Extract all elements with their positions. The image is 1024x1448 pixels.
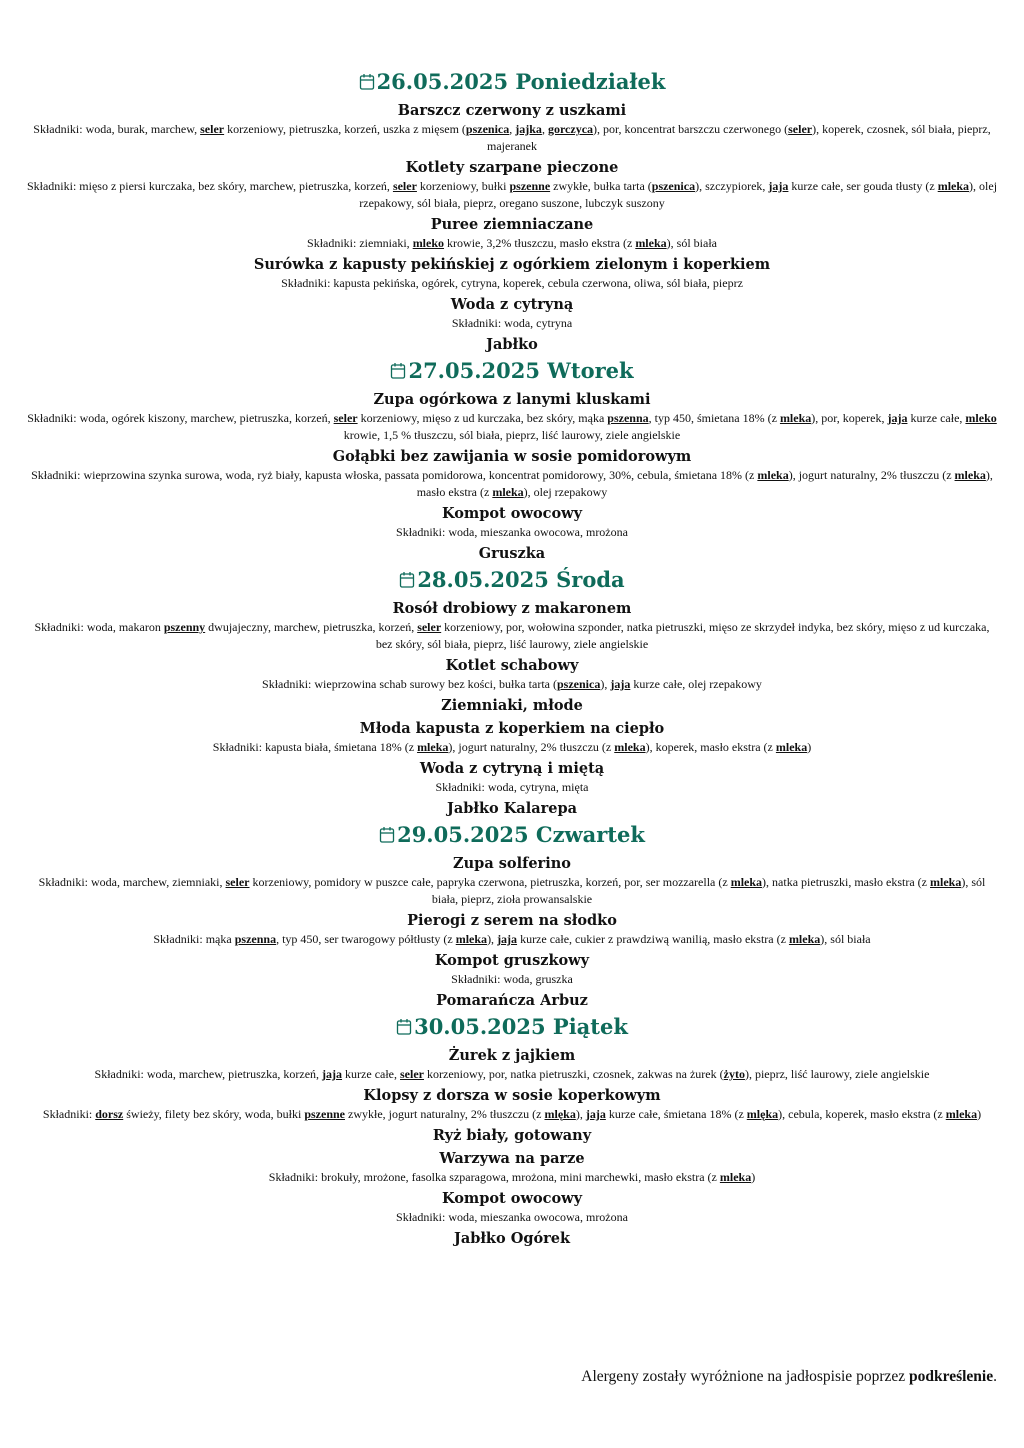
dish-name: Gruszka <box>478 545 546 562</box>
day-title <box>0 564 1024 596</box>
day-section <box>0 564 1024 819</box>
dish-name: Kompot owocowy <box>441 505 583 522</box>
dish <box>26 599 998 653</box>
allergen-note <box>581 1368 997 1386</box>
ingredients-label: Składniki: <box>212 740 266 754</box>
ingredients-label: Składniki: <box>451 972 504 986</box>
allergen: seler <box>225 875 250 889</box>
dish <box>26 335 998 355</box>
allergen: jaja <box>887 411 908 425</box>
allergen: mleka <box>635 236 667 250</box>
ingredients-label: Składniki: <box>153 932 206 946</box>
allergen: mleka <box>455 932 488 946</box>
day-section <box>0 1011 1024 1249</box>
allergen: mleka <box>719 1170 752 1184</box>
dish <box>26 1086 998 1123</box>
allergen: gorczyca <box>547 122 594 136</box>
dish <box>26 991 998 1011</box>
day-title <box>0 66 1024 98</box>
ingredients-label: Składniki: <box>27 411 80 425</box>
dish-ingredients: Składniki: woda, ogórek kiszony, marchew, pietruszka, korzeń, seler korzeniowy, mięso z ud kurczaka, bez skóry, mąka pszenna, typ 450, śmietana 18% (z mleka), por, koperek, jaja kurze całe, mleko krowie, 1,5 % tłuszczu, sól biała, pieprz, liść laurowy, ziele angielskie <box>27 411 997 442</box>
allergen: pszenna <box>607 411 649 425</box>
ingredients-label: Składniki: <box>396 525 449 539</box>
dish <box>26 1046 998 1083</box>
allergen: seler <box>400 1067 424 1081</box>
ingredients-label: Składniki: <box>451 316 505 330</box>
allergen-note-end: . <box>993 1368 997 1385</box>
dish-ingredients: Składniki: woda, makaron pszenny dwujajeczny, marchew, pietruszka, korzeń, seler korzeniowy, por, wołowina szponder, natka pietruszki, mięso ze skrzydeł indyka, bez skóry, mięso z ud kurczaka, bez skóry, sól biała, pieprz, liść laurowy, ziele angielskie <box>34 620 990 651</box>
dish <box>26 295 998 332</box>
dish-name: Ryż biały, gotowany <box>432 1127 592 1144</box>
dish-ingredients: Składniki: kapusta pekińska, ogórek, cytryna, koperek, cebula czerwona, oliwa, sól biała, pieprz <box>281 276 743 290</box>
dish-name: Warzywa na parze <box>439 1150 585 1167</box>
calendar-icon <box>390 362 406 380</box>
ingredients-label: Składniki: <box>34 620 87 634</box>
allergen: mleka <box>954 468 986 482</box>
allergen: jajka <box>515 122 542 136</box>
dish-ingredients: Składniki: woda, gruszka <box>451 972 573 986</box>
allergen: seler <box>417 620 442 634</box>
allergen: jaja <box>322 1067 343 1081</box>
ingredients-label: Składniki: <box>38 875 91 889</box>
dish-name: Zupa solferino <box>453 855 571 872</box>
dish <box>26 1229 998 1249</box>
allergen: mlęka <box>544 1107 576 1121</box>
dish <box>26 696 998 716</box>
dish <box>26 255 998 292</box>
dish-name: Zupa ogórkowa z lanymi kluskami <box>373 391 651 408</box>
dish-ingredients: Składniki: woda, burak, marchew, seler korzeniowy, pietruszka, korzeń, uszka z mięsem (pszenica, jajka, gorczyca), por, koncentrat barszczu czerwonego (seler), koperek, czosnek, sól biała, pieprz, majeranek <box>33 122 991 153</box>
allergen-note-emphasis: podkreślenie <box>909 1368 994 1385</box>
allergen: żyto <box>723 1067 745 1081</box>
allergen-note-text: Alergeny zostały wyróżnione na jadłospisie poprzez <box>581 1368 909 1385</box>
allergen: mlęka <box>746 1107 779 1121</box>
dish-ingredients: Składniki: brokuły, mrożone, fasolka szparagowa, mrożona, mini marchewki, masło ekstra (z mleka) <box>268 1170 756 1184</box>
dish <box>26 447 998 501</box>
dish-ingredients: Składniki: woda, mieszanka owocowa, mrożona <box>396 1210 628 1224</box>
dish-name: Jabłko <box>486 336 538 353</box>
dish-name: Woda z cytryną i miętą <box>419 760 605 777</box>
days-container <box>0 66 1024 1249</box>
allergen: mleka <box>788 932 821 946</box>
allergen: seler <box>200 122 225 136</box>
ingredients-label: Składniki: <box>31 468 84 482</box>
allergen: mleko <box>965 411 997 425</box>
allergen: mleka <box>775 740 808 754</box>
dish-ingredients: Składniki: kapusta biała, śmietana 18% (z mleka), jogurt naturalny, 2% tłuszczu (z mleka), koperek, masło ekstra (z mleka) <box>212 740 812 754</box>
dish-name: Gołąbki bez zawijania w sosie pomidorowym <box>332 448 692 465</box>
ingredients-label: Składniki: <box>26 179 80 193</box>
day-title <box>0 819 1024 851</box>
day-title <box>0 355 1024 387</box>
dish-name: Klopsy z dorsza w sosie koperkowym <box>363 1087 661 1104</box>
day-section <box>0 819 1024 1011</box>
dish <box>26 759 998 796</box>
allergen: mleka <box>937 179 970 193</box>
day-title-text: 28.05.2025 Środa <box>417 567 625 592</box>
day-title-text: 26.05.2025 Poniedziałek <box>376 69 666 94</box>
dish-name: Kotlet schabowy <box>445 657 579 674</box>
ingredients-label: Składniki: <box>396 1210 449 1224</box>
allergen: pszenne <box>509 179 551 193</box>
dish-name: Rosół drobiowy z makaronem <box>392 600 632 617</box>
dish-ingredients: Składniki: wieprzowina szynka surowa, woda, ryż biały, kapusta włoska, passata pomidorowa, koncentrat pomidorowy, 30%, cebula, śmietana 18% (z mleka), jogurt naturalny, 2% tłuszczu (z mleka), masło ekstra (z mleka), olej rzepakowy <box>31 468 993 499</box>
allergen: pszenica <box>556 677 601 691</box>
dish-name: Kotlety szarpane pieczone <box>405 159 619 176</box>
ingredients-label: Składniki: <box>435 780 488 794</box>
day-title <box>0 1011 1024 1043</box>
dish <box>26 656 998 693</box>
allergen: pszenica <box>465 122 510 136</box>
dish-name: Żurek z jajkiem <box>448 1047 576 1064</box>
ingredients-label: Składniki: <box>268 1170 322 1184</box>
ingredients-label: Składniki: <box>94 1067 147 1081</box>
calendar-icon <box>396 1018 412 1036</box>
day-section <box>0 66 1024 355</box>
dish-name: Woda z cytryną <box>450 296 574 313</box>
dish-name: Barszcz czerwony z uszkami <box>397 102 627 119</box>
allergen: jaja <box>610 677 631 691</box>
dish-name: Młoda kapusta z koperkiem na ciepło <box>359 720 665 737</box>
day-title-text: 27.05.2025 Wtorek <box>408 358 634 383</box>
day-section <box>0 355 1024 564</box>
ingredients-label: Składniki: <box>42 1107 96 1121</box>
dish <box>26 911 998 948</box>
ingredients-label: Składniki: <box>281 276 334 290</box>
ingredients-label: Składniki: <box>307 236 360 250</box>
dish <box>26 799 998 819</box>
dish-name: Surówka z kapusty pekińskiej z ogórkiem zielonym i koperkiem <box>253 256 771 273</box>
dish-ingredients: Składniki: dorsz świeży, filety bez skóry, woda, bułki pszenne zwykłe, jogurt naturalny, 2% tłuszczu (z mlęka), jaja kurze całe, śmietana 18% (z mlęka), cebula, koperek, masło ekstra (z mleka) <box>42 1107 982 1121</box>
allergen: mleka <box>492 485 524 499</box>
dish <box>26 1189 998 1226</box>
dish-ingredients: Składniki: woda, cytryna, mięta <box>435 780 589 794</box>
dish-ingredients: Składniki: woda, cytryna <box>451 316 573 330</box>
allergen: jaja <box>497 932 518 946</box>
dish-name: Jabłko Ogórek <box>453 1230 571 1247</box>
dish <box>26 504 998 541</box>
dish-ingredients: Składniki: woda, marchew, pietruszka, korzeń, jaja kurze całe, seler korzeniowy, por, natka pietruszki, czosnek, zakwas na żurek (żyto), pieprz, liść laurowy, ziele angielskie <box>94 1067 930 1081</box>
allergen: jaja <box>768 179 789 193</box>
dish <box>26 101 998 155</box>
dish-name: Kompot owocowy <box>441 1190 583 1207</box>
dish-ingredients: Składniki: wieprzowina schab surowy bez kości, bułka tarta (pszenica), jaja kurze całe, olej rzepakowy <box>262 677 762 691</box>
allergen: mleka <box>417 740 449 754</box>
allergen: mleka <box>779 411 812 425</box>
dish-name: Pomarańcza Arbuz <box>436 992 588 1009</box>
dish <box>26 951 998 988</box>
dish <box>26 390 998 444</box>
dish <box>26 1149 998 1186</box>
dish-name: Ziemniaki, młode <box>441 697 583 714</box>
allergen: pszenny <box>163 620 206 634</box>
calendar-icon <box>359 73 375 91</box>
dish-ingredients: Składniki: ziemniaki, mleko krowie, 3,2% tłuszczu, masło ekstra (z mleka), sól biała <box>307 236 717 250</box>
dish-ingredients: Składniki: woda, mieszanka owocowa, mrożona <box>396 525 628 539</box>
calendar-icon <box>399 571 415 589</box>
ingredients-label: Składniki: <box>33 122 86 136</box>
allergen: pszenica <box>651 179 696 193</box>
ingredients-label: Składniki: <box>262 677 315 691</box>
allergen: mleka <box>930 875 962 889</box>
dish-ingredients: Składniki: mięso z piersi kurczaka, bez skóry, marchew, pietruszka, korzeń, seler korzeniowy, bułki pszenne zwykłe, bułka tarta (pszenica), szczypiorek, jaja kurze całe, ser gouda tłusty (z mleka), olej rzepakowy, sól biała, pieprz, oregano suszone, lubczyk suszony <box>26 179 998 210</box>
allergen: pszenna <box>234 932 277 946</box>
day-title-text: 29.05.2025 Czwartek <box>397 822 645 847</box>
allergen: mleka <box>730 875 763 889</box>
allergen: seler <box>392 179 417 193</box>
dish <box>26 544 998 564</box>
dish <box>26 719 998 756</box>
dish <box>26 1126 998 1146</box>
allergen: jaja <box>585 1107 606 1121</box>
allergen: pszenne <box>304 1107 345 1121</box>
allergen: seler <box>333 411 358 425</box>
allergen: mleka <box>614 740 646 754</box>
dish-name: Jabłko Kalarepa <box>446 800 578 817</box>
dish <box>26 854 998 908</box>
dish <box>26 215 998 252</box>
dish <box>26 158 998 212</box>
day-title-text: 30.05.2025 Piątek <box>414 1014 628 1039</box>
dish-name: Kompot gruszkowy <box>434 952 590 969</box>
calendar-icon <box>379 826 395 844</box>
dish-name: Pierogi z serem na słodko <box>407 912 617 929</box>
dish-ingredients: Składniki: mąka pszenna, typ 450, ser twarogowy półtłusty (z mleka), jaja kurze całe, cukier z prawdziwą wanilią, masło ekstra (z mleka), sól biała <box>153 932 871 946</box>
allergen: dorsz <box>95 1107 124 1121</box>
allergen: mleka <box>757 468 789 482</box>
allergen: mleko <box>412 236 445 250</box>
dish-ingredients: Składniki: woda, marchew, ziemniaki, seler korzeniowy, pomidory w puszce całe, papryka czerwona, pietruszka, korzeń, por, ser mozzarella (z mleka), natka pietruszki, masło ekstra (z mleka), sól biała, pieprz, zioła prowansalskie <box>38 875 986 906</box>
allergen: mleka <box>945 1107 978 1121</box>
dish-name: Puree ziemniaczane <box>430 216 594 233</box>
allergen: seler <box>788 122 813 136</box>
